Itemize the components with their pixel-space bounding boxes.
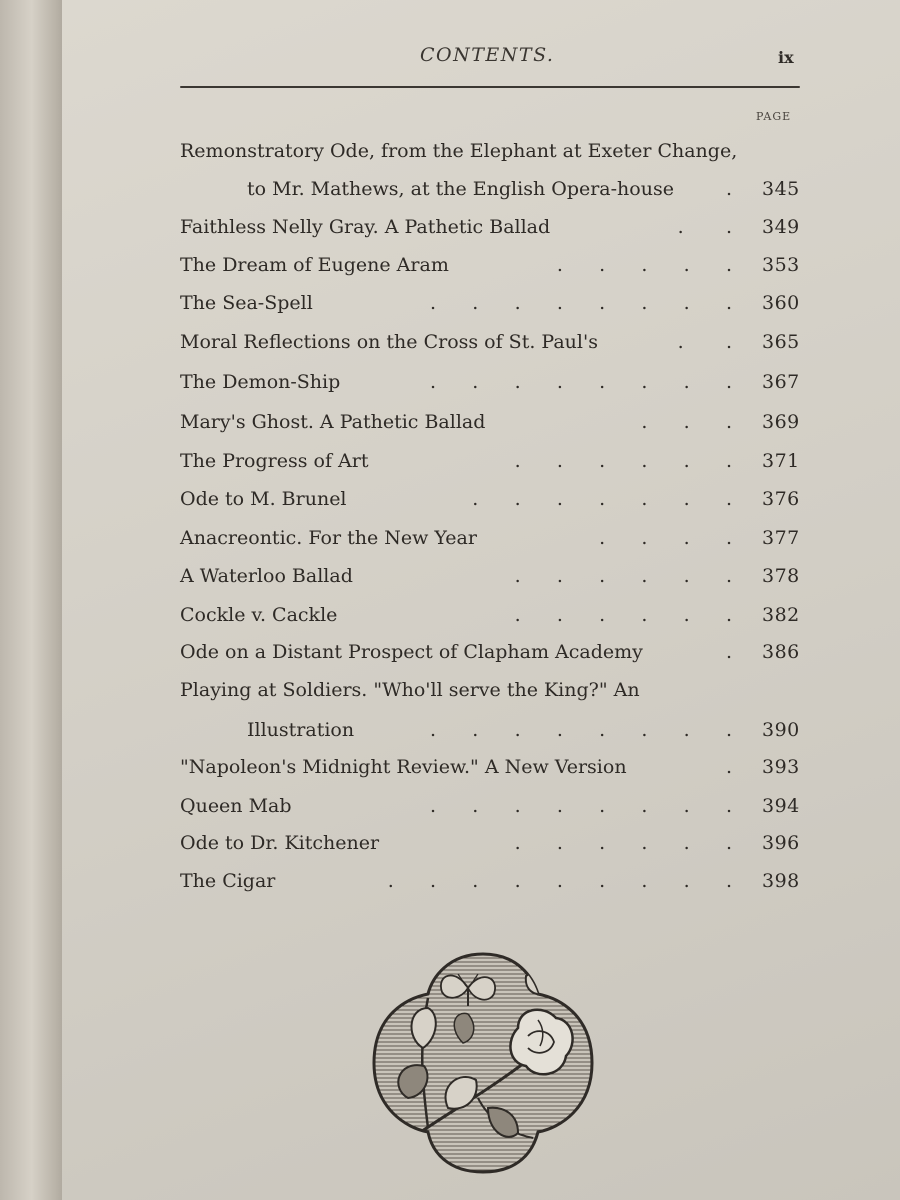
book-gutter bbox=[0, 0, 70, 1200]
toc-entry bbox=[62, 484, 900, 514]
toc-entry-page: 349 bbox=[762, 216, 800, 238]
toc-entry bbox=[62, 828, 900, 858]
toc-entry-page: 390 bbox=[762, 719, 800, 741]
dot-leader: . . . . . . bbox=[514, 604, 732, 626]
dot-leader: . bbox=[725, 178, 732, 200]
toc-entry-title: The Sea-Spell bbox=[180, 292, 313, 314]
toc-entry-page: 398 bbox=[762, 870, 800, 892]
toc-entry-title: The Cigar bbox=[180, 870, 276, 892]
toc-entry bbox=[62, 367, 900, 397]
dot-leader: . . . . . bbox=[556, 254, 732, 276]
toc-entry bbox=[62, 250, 900, 280]
toc-entry-page: 394 bbox=[762, 795, 800, 817]
dot-leader: . . . . . . . . bbox=[430, 371, 732, 393]
toc-entry-page: 386 bbox=[762, 641, 800, 663]
dot-leader: . . . . . . . . bbox=[430, 719, 732, 741]
toc-entry bbox=[62, 407, 900, 437]
toc-entry-title-continuation: Illustration bbox=[247, 719, 355, 741]
toc-entry-page: 396 bbox=[762, 832, 800, 854]
toc-entry-page: 371 bbox=[762, 450, 800, 472]
toc-entry-page: 367 bbox=[762, 371, 800, 393]
dot-leader: . . . . . . bbox=[514, 565, 732, 587]
toc-entry-title: Playing at Soldiers. "Who'll serve the King?" An bbox=[180, 679, 640, 701]
dot-leader: . bbox=[725, 641, 732, 663]
toc-entry-title: Cockle v. Cackle bbox=[180, 604, 338, 626]
toc-entry bbox=[62, 446, 900, 476]
toc-entry-title: The Dream of Eugene Aram bbox=[180, 254, 449, 276]
toc-entry bbox=[62, 523, 900, 553]
rose-and-butterfly-vignette-icon bbox=[368, 948, 598, 1178]
page-title: CONTENTS. bbox=[420, 44, 555, 66]
dot-leader: . . . . . . bbox=[514, 832, 732, 854]
toc-entry-title: Ode on a Distant Prospect of Clapham Academy bbox=[180, 641, 643, 663]
dot-leader: . . . . . . . . bbox=[430, 795, 732, 817]
book-page bbox=[62, 0, 900, 1200]
toc-entry-page: 345 bbox=[762, 178, 800, 200]
dot-leader: . . . . . . bbox=[514, 450, 732, 472]
toc-entry-title-continuation: to Mr. Mathews, at the English Opera-house bbox=[247, 178, 674, 200]
page-column-label: PAGE bbox=[756, 110, 792, 123]
toc-entry-title: Anacreontic. For the New Year bbox=[180, 527, 477, 549]
toc-entry-title: Mary's Ghost. A Pathetic Ballad bbox=[180, 411, 486, 433]
header-rule bbox=[180, 86, 800, 88]
dot-leader: . bbox=[725, 756, 732, 778]
toc-entry bbox=[62, 675, 900, 705]
toc-entry-page: 393 bbox=[762, 756, 800, 778]
dot-leader: . . bbox=[677, 216, 732, 238]
toc-entry-title: The Progress of Art bbox=[180, 450, 369, 472]
dot-leader: . . . bbox=[641, 411, 732, 433]
toc-entry-title: Faithless Nelly Gray. A Pathetic Ballad bbox=[180, 216, 551, 238]
dot-leader: . . . . . . . . . bbox=[387, 870, 732, 892]
toc-entry-page: 360 bbox=[762, 292, 800, 314]
toc-entry bbox=[62, 600, 900, 630]
dot-leader: . . . . . . . bbox=[472, 488, 732, 510]
toc-entry bbox=[62, 637, 900, 667]
toc-entry-title: The Demon-Ship bbox=[180, 371, 341, 393]
toc-entry-page: 377 bbox=[762, 527, 800, 549]
toc-entry-page: 376 bbox=[762, 488, 800, 510]
toc-entry-page: 369 bbox=[762, 411, 800, 433]
toc-entry-title: Moral Reflections on the Cross of St. Paul's bbox=[180, 331, 598, 353]
toc-entry-title: A Waterloo Ballad bbox=[180, 565, 353, 587]
toc-entry-title: Queen Mab bbox=[180, 795, 292, 817]
toc-entry-page: 365 bbox=[762, 331, 800, 353]
toc-entry bbox=[62, 212, 900, 242]
toc-entry bbox=[62, 561, 900, 591]
toc-entry bbox=[62, 327, 900, 357]
toc-entry-title: Ode to M. Brunel bbox=[180, 488, 347, 510]
toc-entry bbox=[62, 791, 900, 821]
toc-entry bbox=[62, 752, 900, 782]
page-number: ix bbox=[778, 48, 794, 67]
dot-leader: . . . . bbox=[599, 527, 732, 549]
toc-entry-title: "Napoleon's Midnight Review." A New Version bbox=[180, 756, 627, 778]
toc-entry bbox=[62, 288, 900, 318]
toc-entry-page: 353 bbox=[762, 254, 800, 276]
dot-leader: . . bbox=[677, 331, 732, 353]
toc-entry-page: 382 bbox=[762, 604, 800, 626]
toc-entry bbox=[62, 866, 900, 896]
toc-entry-title: Remonstratory Ode, from the Elephant at Exeter Change, bbox=[180, 140, 738, 162]
toc-entry-continuation bbox=[62, 715, 900, 745]
toc-entry bbox=[62, 136, 900, 166]
dot-leader: . . . . . . . . bbox=[430, 292, 732, 314]
toc-entry-continuation bbox=[62, 174, 900, 204]
toc-entry-title: Ode to Dr. Kitchener bbox=[180, 832, 380, 854]
toc-entry-page: 378 bbox=[762, 565, 800, 587]
running-head bbox=[62, 44, 900, 74]
